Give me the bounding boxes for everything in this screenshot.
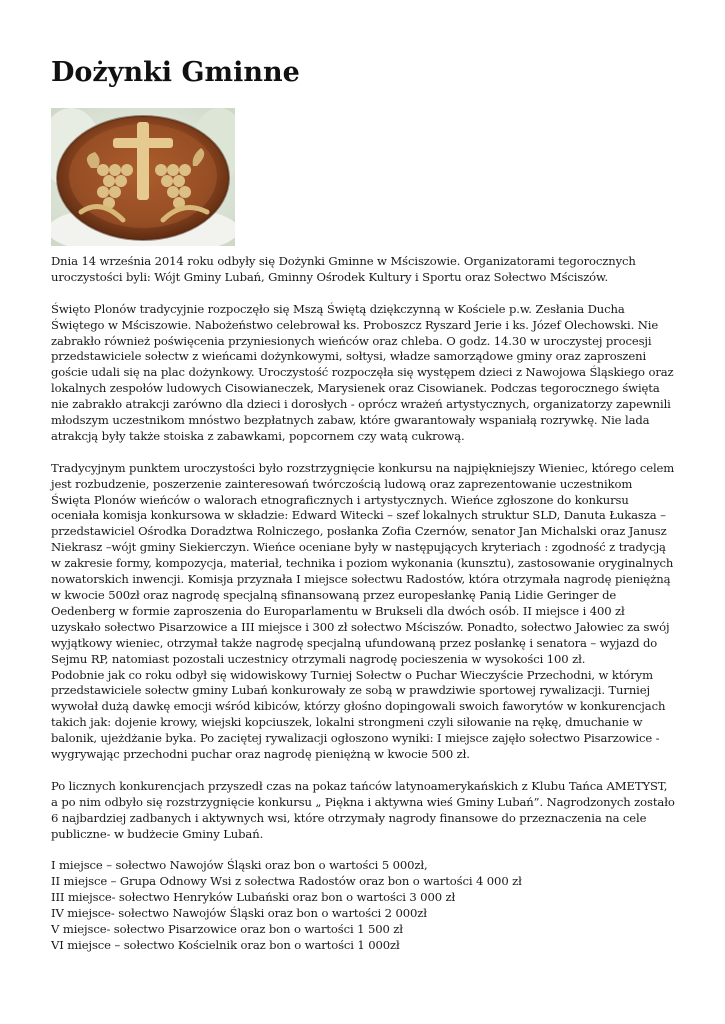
paragraph-tournament: Podobnie jak co roku odbył się widowiskowy Turniej Sołectw o Puchar Wieczyście Przechodni, w którym przedstawiciele sołectw gminy Lubań konkurowały ze sobą w prawdziwie sportowej rywalizacji. Turniej wywołał dużą dawkę emocji wśród kibiców, którzy głośno dopingowali swoich faworytów w konkurencjach takich jak: dojenie krowy, wiejski kopciuszek, lokalni strongmeni czyli siłowanie na rękę, dmuchanie w balonik, ujeżdżanie byka. Po zaciętej rywalizacji ogłoszono wyniki: I miejsce zajęło sołectwo Pisarzowice - wygrywając przechodni puchar oraz nagrodę pieniężną w kwocie 500 zł. [51, 667, 666, 762]
prize-item: V miejsce- sołectwo Pisarzowice oraz bon o wartości 1 500 zł [51, 922, 403, 936]
harvest-bread-image [51, 108, 235, 246]
article-body [51, 254, 675, 954]
prize-item: II miejsce – Grupa Odnowy Wsi z sołectwa Radostów oraz bon o wartości 4 000 zł [51, 874, 522, 889]
prize-list [51, 858, 675, 953]
paragraph-mass: Święto Plonów tradycyjnie rozpoczęło się Mszą Świętą dziękczynną w Kościele p.w. Zesłania Ducha Świętego w Mściszowie. Nabożeństwo celebrował ks. Proboszcz Ryszard Jerie i ks. Józef Olechowski. Nie zabrakło również poświęcenia przyniesionych wieńców oraz chleba. O godz. 14.30 w uroczystej procesji przedstawiciele sołectw z wieńcami dożynkowymi, sołtysi, władze samorządowe gminy oraz zaproszeni goście udali się na plac dożynkowy. Uroczystość rozpoczęła się występem dzieci z Nawojowa Śląskiego oraz lokalnych zespołów ludowych Cisowianeczek, Marysienek oraz Cisowianek. Podczas tegorocznego święta nie zabrakło atrakcji zarówno dla dzieci i dorosłych - oprócz wrażeń artystycznych, organizatorzy zapewnili młodszym uczestnikom mnóstwo bezpłatnych zabaw, które gwarantowały wspaniałą rozrywkę. Nie lada atrakcją były także stoiska z zabawkami, popcornem czy watą cukrową. [51, 301, 674, 443]
paragraph-village-contest: Po licznych konkurencjach przyszedł czas na pokaz tańców latynoamerykańskich z Klubu Tańca AMETYST, a po nim odbyło się rozstrzygnięcie konkursu „ Piękna i aktywna wieś Gminy Lubań”. Nagrodzonych zostało 6 najbardziej zadbanych i aktywnych wsi, które otrzymały nagrody finansowe do przeznaczenia na cele publiczne- w budżecie Gminy Lubań. [51, 778, 675, 841]
prize-item: I miejsce – sołectwo Nawojów Śląski oraz bon o wartości 5 000zł, [51, 858, 428, 873]
prize-item: IV miejsce- sołectwo Nawojów Śląski oraz bon o wartości 2 000zł [51, 906, 427, 921]
paragraph-intro: Dnia 14 września 2014 roku odbyły się Dożynki Gminne w Mściszowie. Organizatorami tegorocznych uroczystości byli: Wójt Gminy Lubań, Gminny Ośrodek Kultury i Sportu oraz Sołectwo Mściszów. [51, 254, 636, 284]
page-title: Dożynki Gminne [51, 57, 300, 88]
prize-item: III miejsce- sołectwo Henryków Lubański oraz bon o wartości 3 000 zł [51, 890, 456, 905]
prize-item: VI miejsce – sołectwo Kościelnik oraz bon o wartości 1 000zł [51, 937, 400, 952]
paragraph-wreath-contest: Tradycyjnym punktem uroczystości było rozstrzygnięcie konkursu na najpiękniejszy Wieniec, którego celem jest rozbudzenie, poszerzenie zainteresowań twórczością ludową oraz zaprezentowanie uczestnikom Święta Plonów wieńców o walorach etnograficznych i artystycznych. Wieńce zgłoszone do konkursu oceniała komisja konkursowa w składzie: Edward Witecki – szef lokalnych struktur SLD, Danuta Łukasza – przedstawiciel Ośrodka Doradztwa Rolniczego, posłanka Zofia Czernów, senator Jan Michalski oraz Janusz Niekrasz –wójt gminy Siekierczyn. Wieńce oceniane były w następujących kryteriach : zgodność z tradycją w zakresie formy, kompozycja, materiał, technika i poziom wykonania (kunsztu), zastosowanie oryginalnych nowatorskich inwencji. Komisja przyznała I miejsce sołectwu Radostów, która otrzymała nagrodę pieniężną w kwocie 500zł oraz nagrodę specjalną sfinansowaną przez europesłankę Panią Lidie Geringer de Oedenberg w formie zaproszenia do Europarlamentu w Brukseli dla dwóch osób. II miejsce i 400 zł uzyskało sołectwo Pisarzowice a III miejsce i 300 zł sołectwo Mściszów. Ponadto, sołectwo Jałowiec za swój wyjątkowy wieniec, otrzymał także nagrodę specjalną ufundowaną przez posłankę i senatora – wyjazd do Sejmu RP, natomiast pozostali uczestnicy otrzymali nagrodę pocieszenia w wysokości 100 zł. [51, 460, 675, 666]
